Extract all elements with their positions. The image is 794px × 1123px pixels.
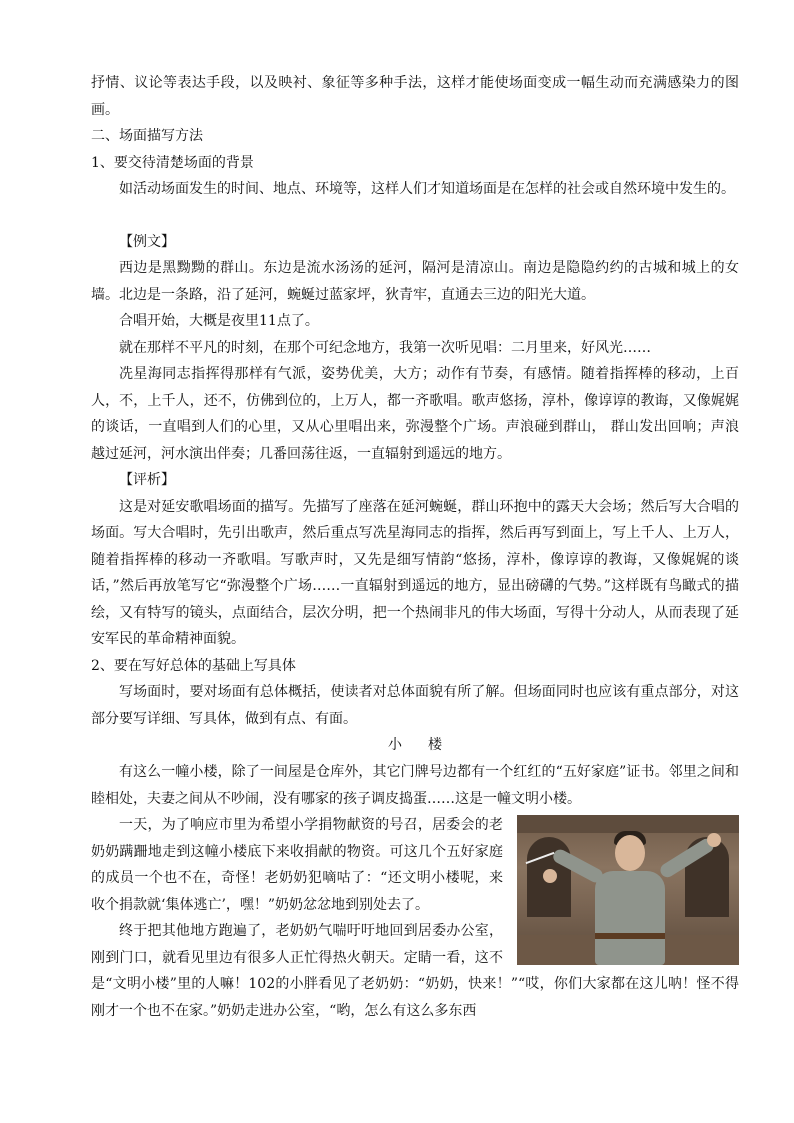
story-paragraph-3: 终于把其他地方跑遍了，老奶奶气喘吁吁地回到居委办公室，刚到门口，就看见里边有很多人正忙得热火朝天。定睛一看，这不是“文明小楼”里的人嘛！102的小胖看见了老奶奶：“奶奶，快来！”“哎，你们大家都在这儿呐！怪不得刚才一个也不在家。”奶奶走进办公室，“哟，怎么有这么多东西 [91,923,739,1019]
story-paragraph-2: 一天，为了响应市里为希望小学捐物献资的号召，居委会的老奶奶蹒跚地走到这幢小楼底下来收捐献的物资。可这几个五好家庭的成员一个也不在，奇怪！老奶奶犯嘀咕了：“还文明小楼呢，来收个捐款就‘集体逃亡’，嘿！”奶奶忿忿地到别处去了。 [91,817,503,913]
subheading-2: 2、要在写好总体的基础上写具体 [91,657,296,674]
story-title: 小楼 [388,737,468,753]
photo-hand [543,869,557,883]
example-paragraph-1: 西边是黑黝黝的群山。东边是流水汤汤的延河，隔河是清凉山。南边是隐隐约约的古城和城上的女墙。北边是一条路，沿了延河，蜿蜒过蓝家坪，狄青牢，直通去三边的阳光大道。 [91,260,739,303]
photo-hand [707,833,721,847]
example-paragraph-2: 合唱开始，大概是夜里11点了。 [119,313,319,329]
story-paragraph-1: 有这么一幢小楼，除了一间屋是仓库外，其它门牌号边都有一个红红的“五好家庭”证书。邻里之间和睦相处，夫妻之间从不吵闹，没有哪家的孩子调皮捣蛋……这是一幢文明小楼。 [91,764,739,807]
photo-head [615,835,645,871]
example-paragraph-3: 就在那样不平凡的时刻，在那个可纪念地方，我第一次听见唱：二月里来，好风光…… [119,339,651,356]
blank-line [91,203,739,229]
review-paragraph: 这是对延安歌唱场面的描写。先描写了座落在延河蜿蜒，群山环抱中的露天大会场；然后写大合唱的场面。写大合唱时，先引出歌声，然后重点写冼星海同志的指挥，然后再写到面上，写上千人、上万人， 随着指挥棒的移动一齐歌唱。写歌声时，又先是细写情韵“悠扬，淳朴，像谆谆的教诲，又像娓娓的谈话，”然后再放笔写它“弥漫整个广场……一直辐射到遥远的地方，显出磅礴的气势。”这样既有鸟瞰式的描绘，又有特写的镜头，点面结合，层次分明，把一个热闹非凡的伟大场面，写得十分动人，从而表现了延安军民的革命精神面貌。 [91,498,739,647]
paragraph-continuation: 抒情、议论等表达手段，以及映衬、象征等多种手法，这样才能使场面变成一幅生动而充满感染力的图画。 [91,75,739,118]
subheading-1: 1、要交待清楚场面的背景 [91,154,254,171]
review-label: 【评析】 [119,472,175,488]
example-label: 【例文】 [119,233,175,250]
photo-figure [595,871,665,965]
example-paragraph-4: 冼星海同志指挥得那样有气派，姿势优美，大方；动作有节奏，有感情。随着指挥棒的移动，上百人，不，上千人，还不，仿佛到位的，上万人，都一齐歌唱。歌声悠扬，淳朴，像谆谆的教诲，又像娓娓的谈话，一直唱到人们的心里，又从心里唱出来，弥漫整个广场。声浪碰到群山， 群山发出回响；声浪越过延河，河水演出伴奏；几番回荡往返，一直辐射到遥远的地方。 [91,366,739,462]
paragraph-overall: 写场面时，要对场面有总体概括，使读者对总体面貌有所了解。但场面同时也应该有重点部分，对这部分要写详细、写具体，做到有点、有面。 [91,684,739,727]
paragraph-background: 如活动场面发生的时间、地点、环境等，这样人们才知道场面是在怎样的社会或自然环境中发生的。 [119,181,735,197]
document-page [91,70,739,1024]
section-heading: 二、场面描写方法 [91,128,203,144]
conductor-photo [517,815,739,965]
photo-belt [595,933,665,939]
